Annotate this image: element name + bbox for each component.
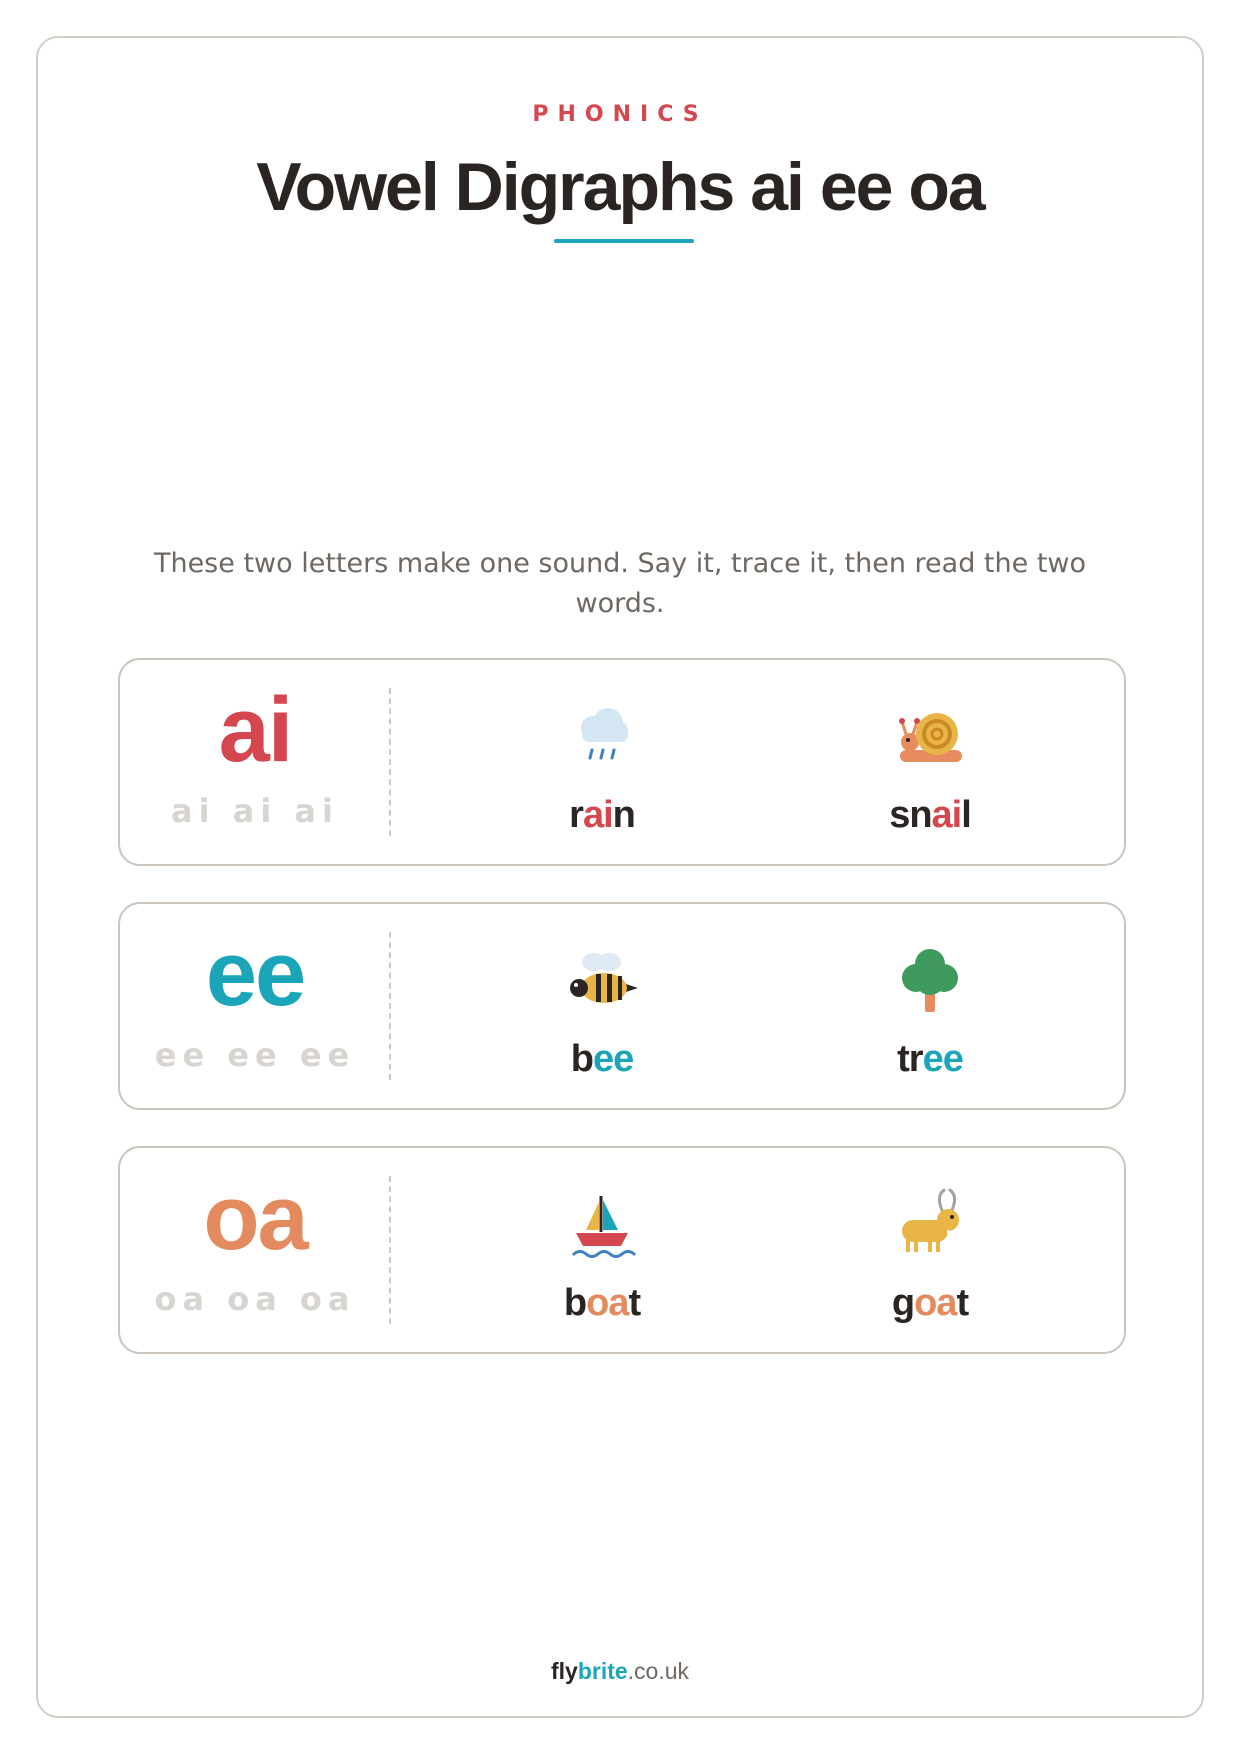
footer-brand [38,1658,1202,1685]
card-divider [389,1176,391,1324]
digraph-large: oa [203,1167,307,1269]
snail-icon [890,698,970,778]
digraph-card-ai [118,658,1126,866]
rain-cloud-icon [562,698,642,778]
bee-icon [562,942,642,1022]
subject-label: PHONICS [532,102,708,127]
word-item-rain [482,660,722,864]
word-label: boat [563,1282,641,1324]
tree-icon [890,942,970,1022]
word-item-bee [482,904,722,1108]
word-label: rain [569,794,635,836]
brand-domain: .co.uk [627,1658,690,1684]
digraph-large: ai [218,679,292,781]
brand-fly: fly [550,1658,578,1684]
word-item-snail [810,660,1050,864]
word-item-tree [810,904,1050,1108]
trace-row: oa oa oa [154,1280,356,1318]
instructions: These two letters make one sound. Say it, trace it, then read the two words. [153,548,1087,619]
worksheet-page [36,36,1204,1718]
word-label: goat [891,1282,969,1324]
word-label: bee [570,1038,634,1080]
word-item-boat [482,1148,722,1352]
sailboat-icon [562,1186,642,1266]
digraph-card-oa [118,1146,1126,1354]
page-title: Vowel Digraphs ai ee oa [256,149,984,225]
trace-row: ai ai ai [171,792,339,830]
word-item-goat [810,1148,1050,1352]
brand-brite: brite [577,1658,628,1684]
title-underline [554,239,694,243]
word-label: tree [897,1038,963,1080]
digraph-card-ee [118,902,1126,1110]
trace-row: ee ee ee [154,1036,356,1074]
digraph-large: ee [205,923,305,1025]
card-divider [389,932,391,1080]
card-divider [389,688,391,836]
goat-icon [890,1186,970,1266]
word-label: snail [889,794,971,836]
